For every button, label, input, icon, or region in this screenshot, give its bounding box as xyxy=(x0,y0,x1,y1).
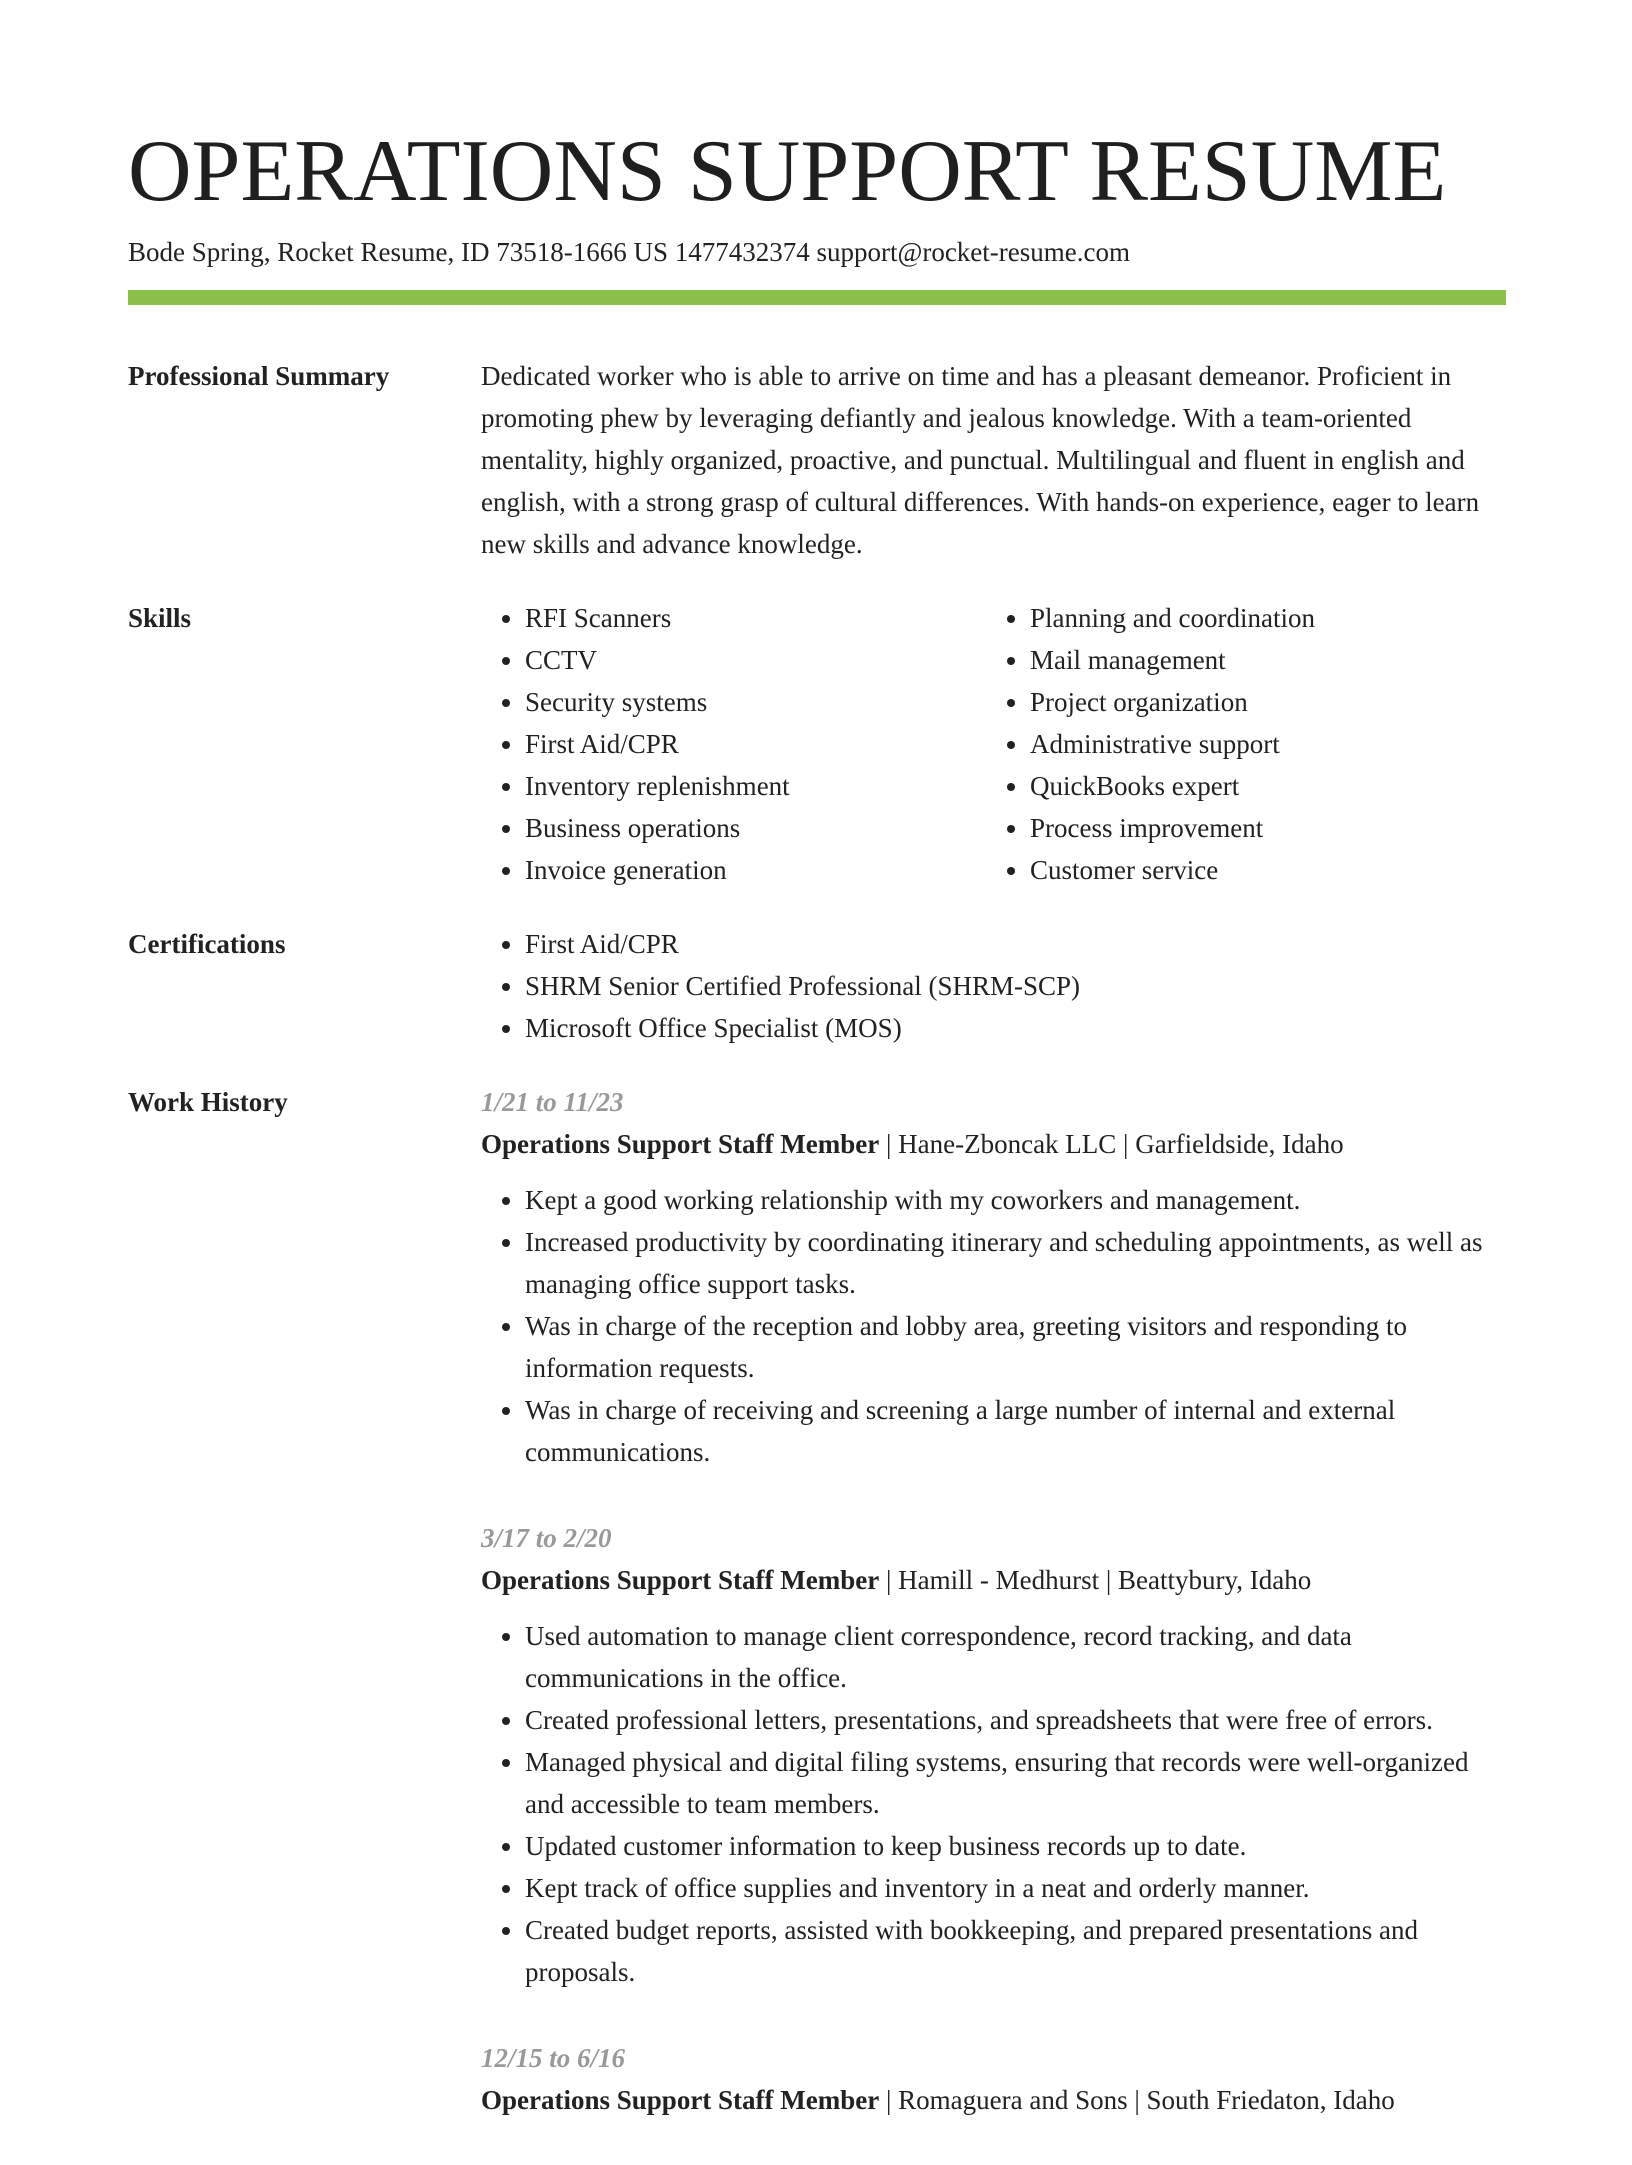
job-heading xyxy=(481,1559,1506,1601)
skill-item: • First Aid/CPR xyxy=(525,723,986,765)
job-entry xyxy=(481,1081,1506,1473)
job-company-location: | Hane-Zboncak LLC | Garfieldside, Idaho xyxy=(879,1129,1344,1159)
skills-section xyxy=(128,597,1506,891)
skill-item: • Administrative support xyxy=(1030,723,1491,765)
job-heading xyxy=(481,1123,1506,1165)
skills-columns xyxy=(481,597,1506,891)
skill-item: • Project organization xyxy=(1030,681,1491,723)
certification-item: • Microsoft Office Specialist (MOS) xyxy=(525,1007,1506,1049)
job-entry xyxy=(481,1517,1506,1993)
job-bullet: • Increased productivity by coordinating itinerary and scheduling appointments, as well as managing office support tasks. xyxy=(525,1221,1506,1305)
job-bullet: • Updated customer information to keep business records up to date. xyxy=(525,1825,1506,1867)
job-bullet: • Managed physical and digital filing systems, ensuring that records were well-organized and accessible to team members. xyxy=(525,1741,1506,1825)
skill-item: • Inventory replenishment xyxy=(525,765,986,807)
skill-item: • Process improvement xyxy=(1030,807,1491,849)
skill-item: • QuickBooks expert xyxy=(1030,765,1491,807)
certifications-section xyxy=(128,923,1506,1049)
skills-label: Skills xyxy=(128,603,192,633)
skill-item: • RFI Scanners xyxy=(525,597,986,639)
job-dates: 12/15 to 6/16 xyxy=(481,2043,626,2073)
work-history-label: Work History xyxy=(128,1087,288,1117)
skill-item: • Planning and coordination xyxy=(1030,597,1491,639)
job-title: Operations Support Staff Member xyxy=(481,2085,880,2115)
work-history-content xyxy=(481,1081,1506,2165)
job-bullet: • Was in charge of receiving and screening a large number of internal and external communications. xyxy=(525,1389,1506,1473)
job-dates: 1/21 to 11/23 xyxy=(481,1087,624,1117)
certifications-label: Certifications xyxy=(128,929,286,959)
summary-text: Dedicated worker who is able to arrive on time and has a pleasant demeanor. Proficient in promoting phew by leveraging defiantly and jealous knowledge. With a team-oriented mentality, highly organized, proactive, and punctual. Multilingual and fluent in english and english, with a strong grasp of cultural differences. With hands-on experience, eager to learn new skills and advance knowledge. xyxy=(481,361,1480,559)
job-company-location: | Romaguera and Sons | South Friedaton, Idaho xyxy=(879,2085,1395,2115)
skill-item: • Security systems xyxy=(525,681,986,723)
resume-title: OPERATIONS SUPPORT RESUME xyxy=(128,123,1447,220)
resume-page xyxy=(128,120,1506,2165)
job-title: Operations Support Staff Member xyxy=(481,1565,880,1595)
certification-item: • First Aid/CPR xyxy=(525,923,1506,965)
job-bullet: • Kept track of office supplies and inventory in a neat and orderly manner. xyxy=(525,1867,1506,1909)
job-bullet: • Used automation to manage client correspondence, record tracking, and data communications in the office. xyxy=(525,1615,1506,1699)
certifications-list xyxy=(481,923,1506,1049)
skills-list-right xyxy=(986,597,1491,891)
header-divider xyxy=(128,290,1506,305)
work-history-section xyxy=(128,1081,1506,2165)
skill-item: • Customer service xyxy=(1030,849,1491,891)
job-company-location: | Hamill - Medhurst | Beattybury, Idaho xyxy=(879,1565,1312,1595)
job-heading xyxy=(481,2079,1506,2121)
job-dates: 3/17 to 2/20 xyxy=(481,1523,612,1553)
skills-list-left xyxy=(481,597,986,891)
job-entry xyxy=(481,2037,1506,2121)
skill-item: • Business operations xyxy=(525,807,986,849)
summary-label: Professional Summary xyxy=(128,361,390,391)
certification-item: • SHRM Senior Certified Professional (SHRM-SCP) xyxy=(525,965,1506,1007)
skill-item: • Mail management xyxy=(1030,639,1491,681)
certifications-content xyxy=(481,923,1506,1049)
contact-line: Bode Spring, Rocket Resume, ID 73518-1666 US 1477432374 support@rocket-resume.com xyxy=(128,237,1130,267)
job-bullets xyxy=(481,1179,1506,1473)
summary-section xyxy=(128,355,1506,565)
job-bullets xyxy=(481,1615,1506,1993)
job-bullet: • Created budget reports, assisted with bookkeeping, and prepared presentations and proposals. xyxy=(525,1909,1506,1993)
skill-item: • CCTV xyxy=(525,639,986,681)
job-bullet: • Created professional letters, presentations, and spreadsheets that were free of errors. xyxy=(525,1699,1506,1741)
job-title: Operations Support Staff Member xyxy=(481,1129,880,1159)
skill-item: • Invoice generation xyxy=(525,849,986,891)
job-bullet: • Kept a good working relationship with my coworkers and management. xyxy=(525,1179,1506,1221)
job-bullet: • Was in charge of the reception and lobby area, greeting visitors and responding to information requests. xyxy=(525,1305,1506,1389)
